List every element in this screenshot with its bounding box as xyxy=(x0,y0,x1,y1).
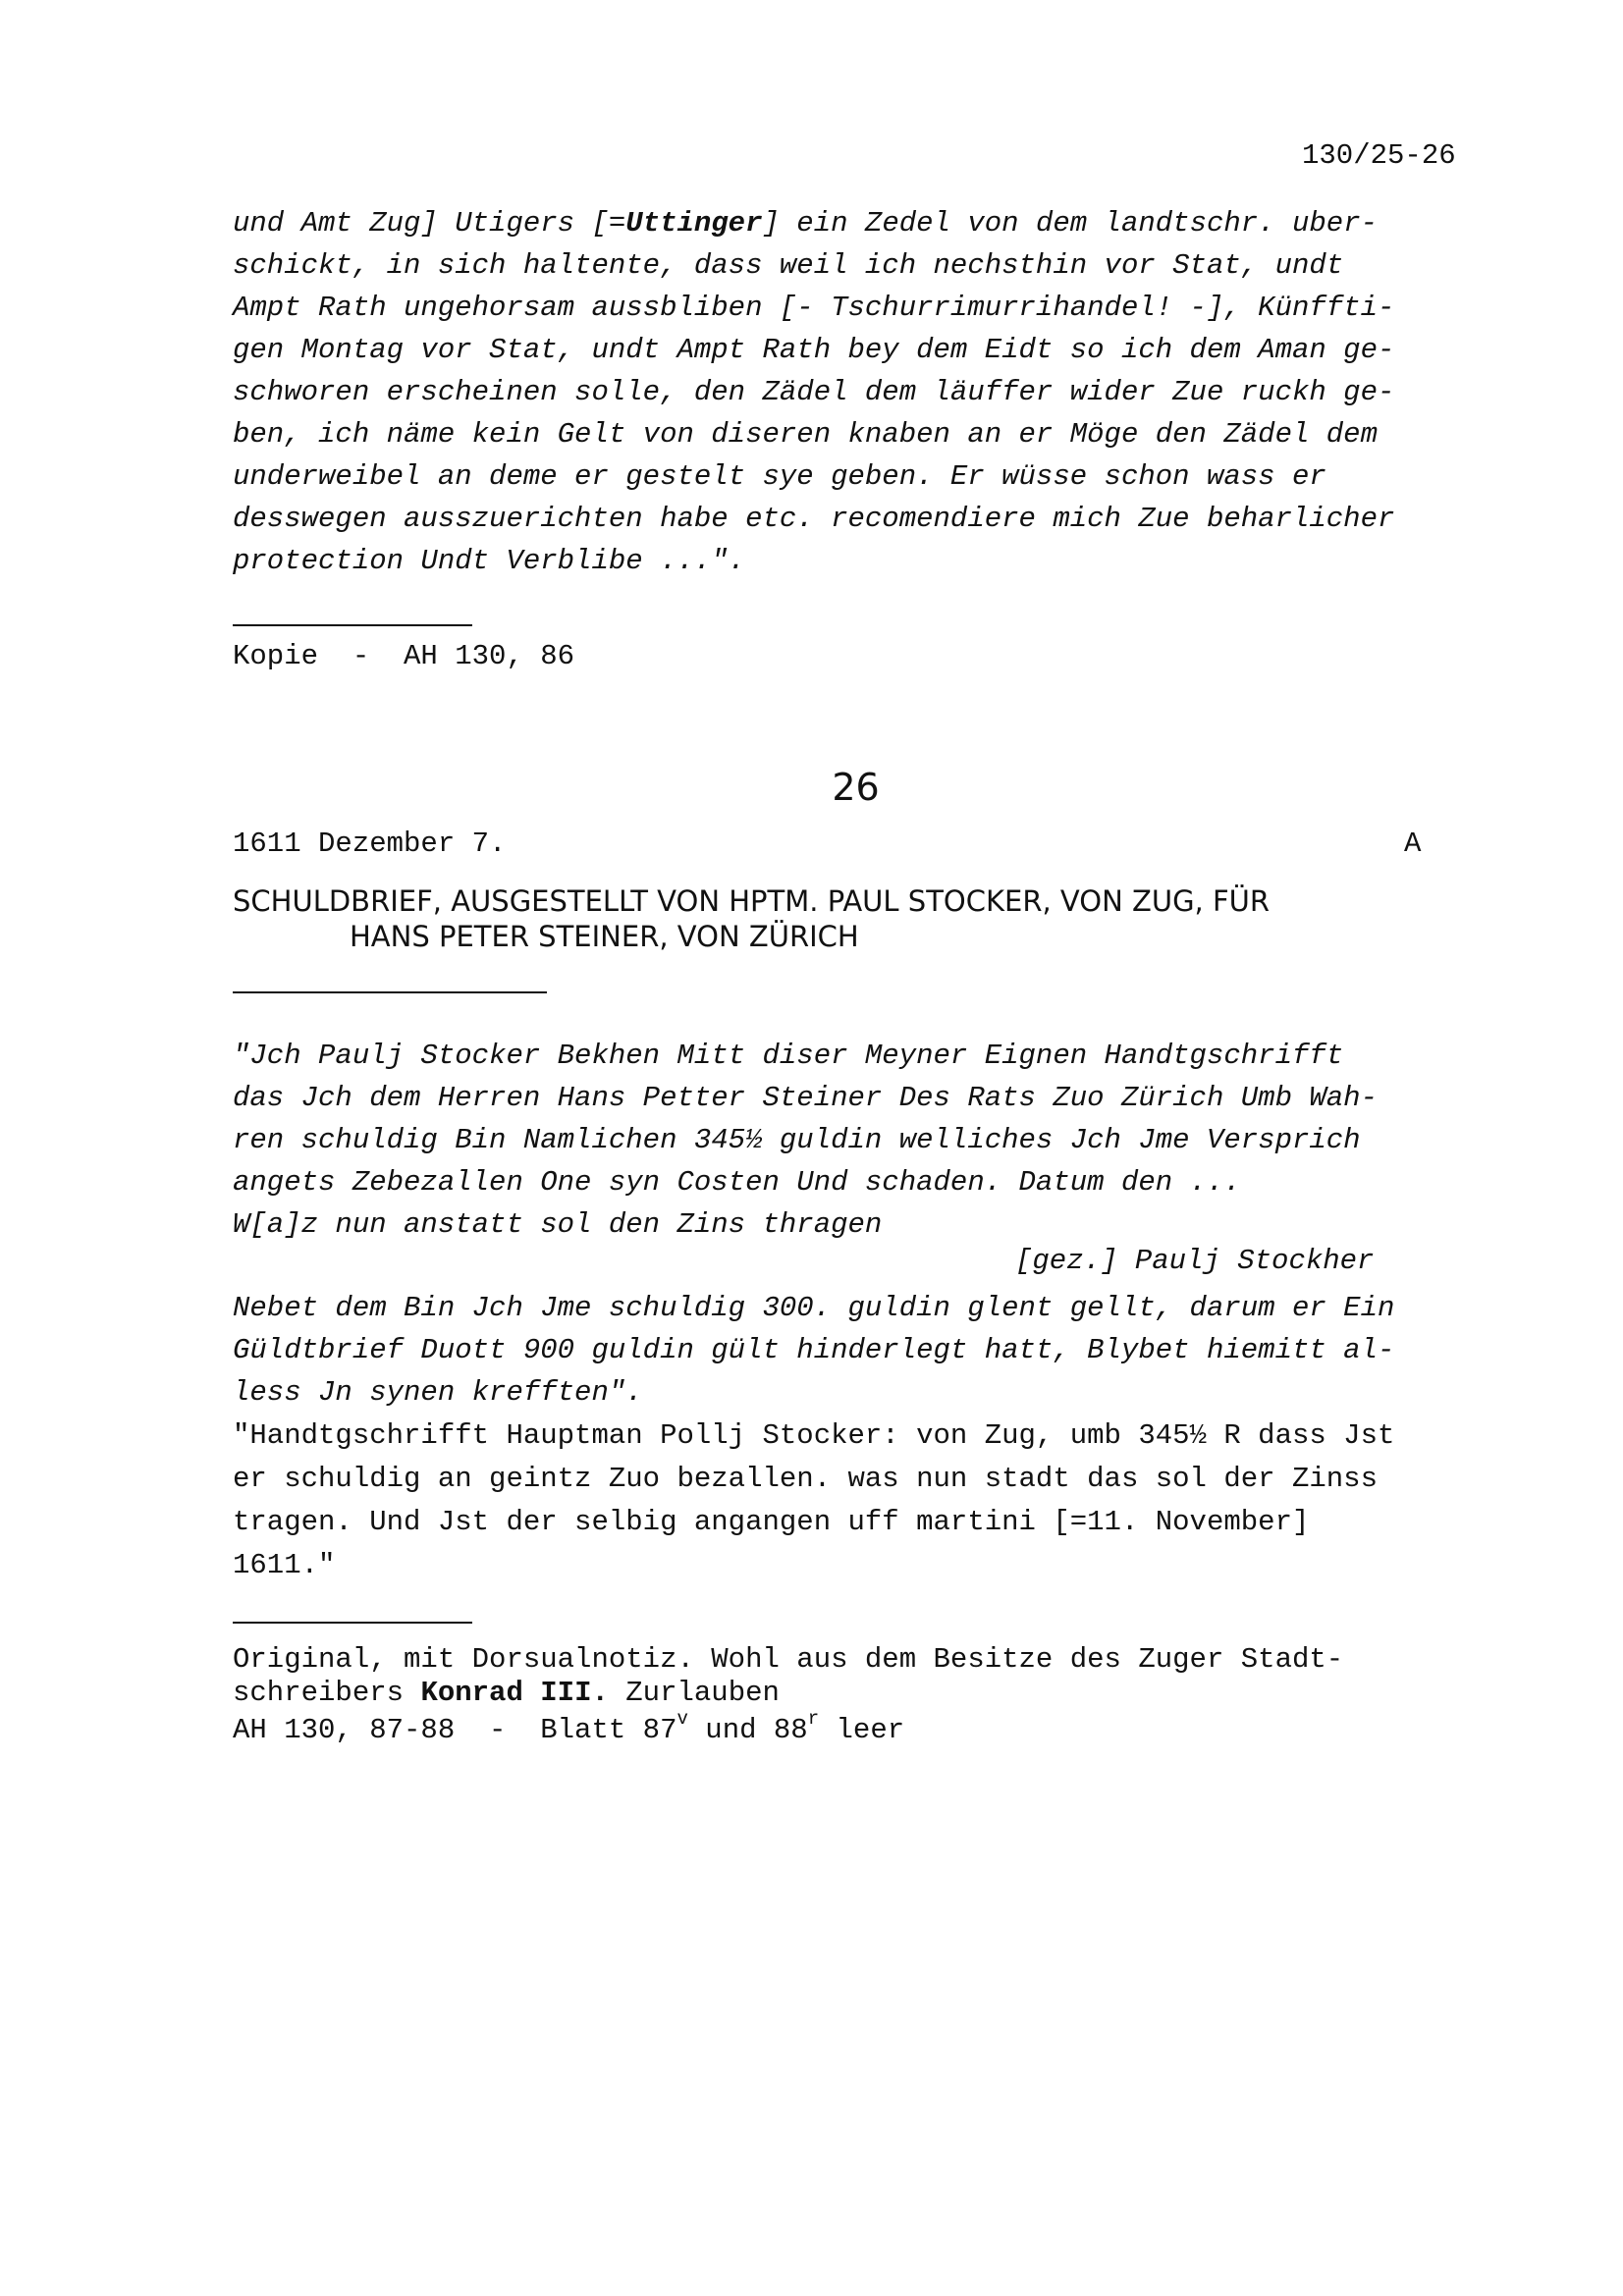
quote-line: less Jn synen krefften". xyxy=(233,1376,643,1409)
author-name: Konrad III. xyxy=(420,1677,609,1709)
quote-line: angets Zebezallen One syn Costen Und schaden. Datum den ... xyxy=(233,1166,1241,1199)
document-number: 26 xyxy=(832,766,880,809)
prev-line: schickt, in sich haltente, dass weil ich nechsthin vor Stat, undt xyxy=(233,249,1344,282)
document-date: 1611 Dezember 7. xyxy=(233,828,507,860)
prev-line: underweibel an deme er gestelt sye geben. Er wüsse schon wass er xyxy=(233,460,1326,493)
quote-line: W[a]z nun anstatt sol den Zins thragen xyxy=(233,1208,883,1241)
prev-line: protection Undt Verblibe ...". xyxy=(233,545,746,577)
document-title-line-1: SCHULDBRIEF, AUSGESTELLT VON HPTM. PAUL STOCKER, VON ZUG, FÜR xyxy=(233,884,1271,918)
prev-line: schworen erscheinen solle, den Zädel dem läuffer wider Zue ruckh ge- xyxy=(233,376,1395,408)
prev-document-text xyxy=(233,202,1394,582)
source-line: AH 130, 87-88 - Blatt 87$^v$ und 88$^r$ leer xyxy=(233,1708,905,1746)
document-title-line-2: HANS PETER STEINER, VON ZÜRICH xyxy=(350,920,859,953)
document-marker: A xyxy=(1404,828,1422,860)
document-quote-continued xyxy=(233,1287,1394,1414)
signature: [gez.] Paulj Stockher xyxy=(1015,1245,1375,1277)
dorsal-line: er schuldig an geintz Zuo bezallen. was nun stadt das sol der Zinss xyxy=(233,1463,1378,1495)
prev-document-source: Kopie - AH 130, 86 xyxy=(233,640,575,672)
quote-line: ren schuldig Bin Namlichen 345½ guldin welliches Jch Jme Versprich xyxy=(233,1124,1361,1156)
prev-line: und Amt Zug] Utigers [=Uttinger] ein Zedel von dem landtschr. uber- xyxy=(233,207,1379,240)
dorsal-line: 1611." xyxy=(233,1549,336,1581)
source-line: Original, mit Dorsualnotiz. Wohl aus dem Besitze des Zuger Stadt- xyxy=(233,1643,1344,1676)
dorsal-note xyxy=(233,1415,1394,1587)
source-line: schreibers Konrad III. Zurlauben xyxy=(233,1677,780,1709)
prev-line: ben, ich näme kein Gelt von diseren knaben an er Möge den Zädel dem xyxy=(233,418,1378,451)
emphasized-name: Uttinger xyxy=(625,207,763,240)
dorsal-line: tragen. Und Jst der selbig angangen uff martini [=11. November] xyxy=(233,1506,1310,1538)
document-quote xyxy=(233,1035,1378,1246)
dorsal-line: "Handtgschrifft Hauptman Pollj Stocker: von Zug, umb 345½ R dass Jst xyxy=(233,1419,1395,1452)
title-separator-rule xyxy=(233,991,547,993)
document-source xyxy=(233,1643,1343,1747)
quote-line: das Jch dem Herren Hans Petter Steiner Des Rats Zuo Zürich Umb Wah- xyxy=(233,1082,1378,1114)
source-separator-rule xyxy=(233,1622,472,1624)
page-reference: 130/25-26 xyxy=(1302,139,1456,172)
prev-line: Ampt Rath ungehorsam aussbliben [- Tschurrimurrihandel! -], Künffti- xyxy=(233,292,1395,324)
separator-rule xyxy=(233,624,472,626)
prev-line: gen Montag vor Stat, undt Ampt Rath bey dem Eidt so ich dem Aman ge- xyxy=(233,334,1395,366)
quote-line: "Jch Paulj Stocker Bekhen Mitt diser Meyner Eignen Handtgschrifft xyxy=(233,1040,1344,1072)
quote-line: Güldtbrief Duott 900 guldin gült hinderlegt hatt, Blybet hiemitt al- xyxy=(233,1334,1395,1366)
quote-line: Nebet dem Bin Jch Jme schuldig 300. guldin glent gellt, darum er Ein xyxy=(233,1292,1395,1324)
prev-line: desswegen ausszuerichten habe etc. recomendiere mich Zue beharlicher xyxy=(233,503,1395,535)
